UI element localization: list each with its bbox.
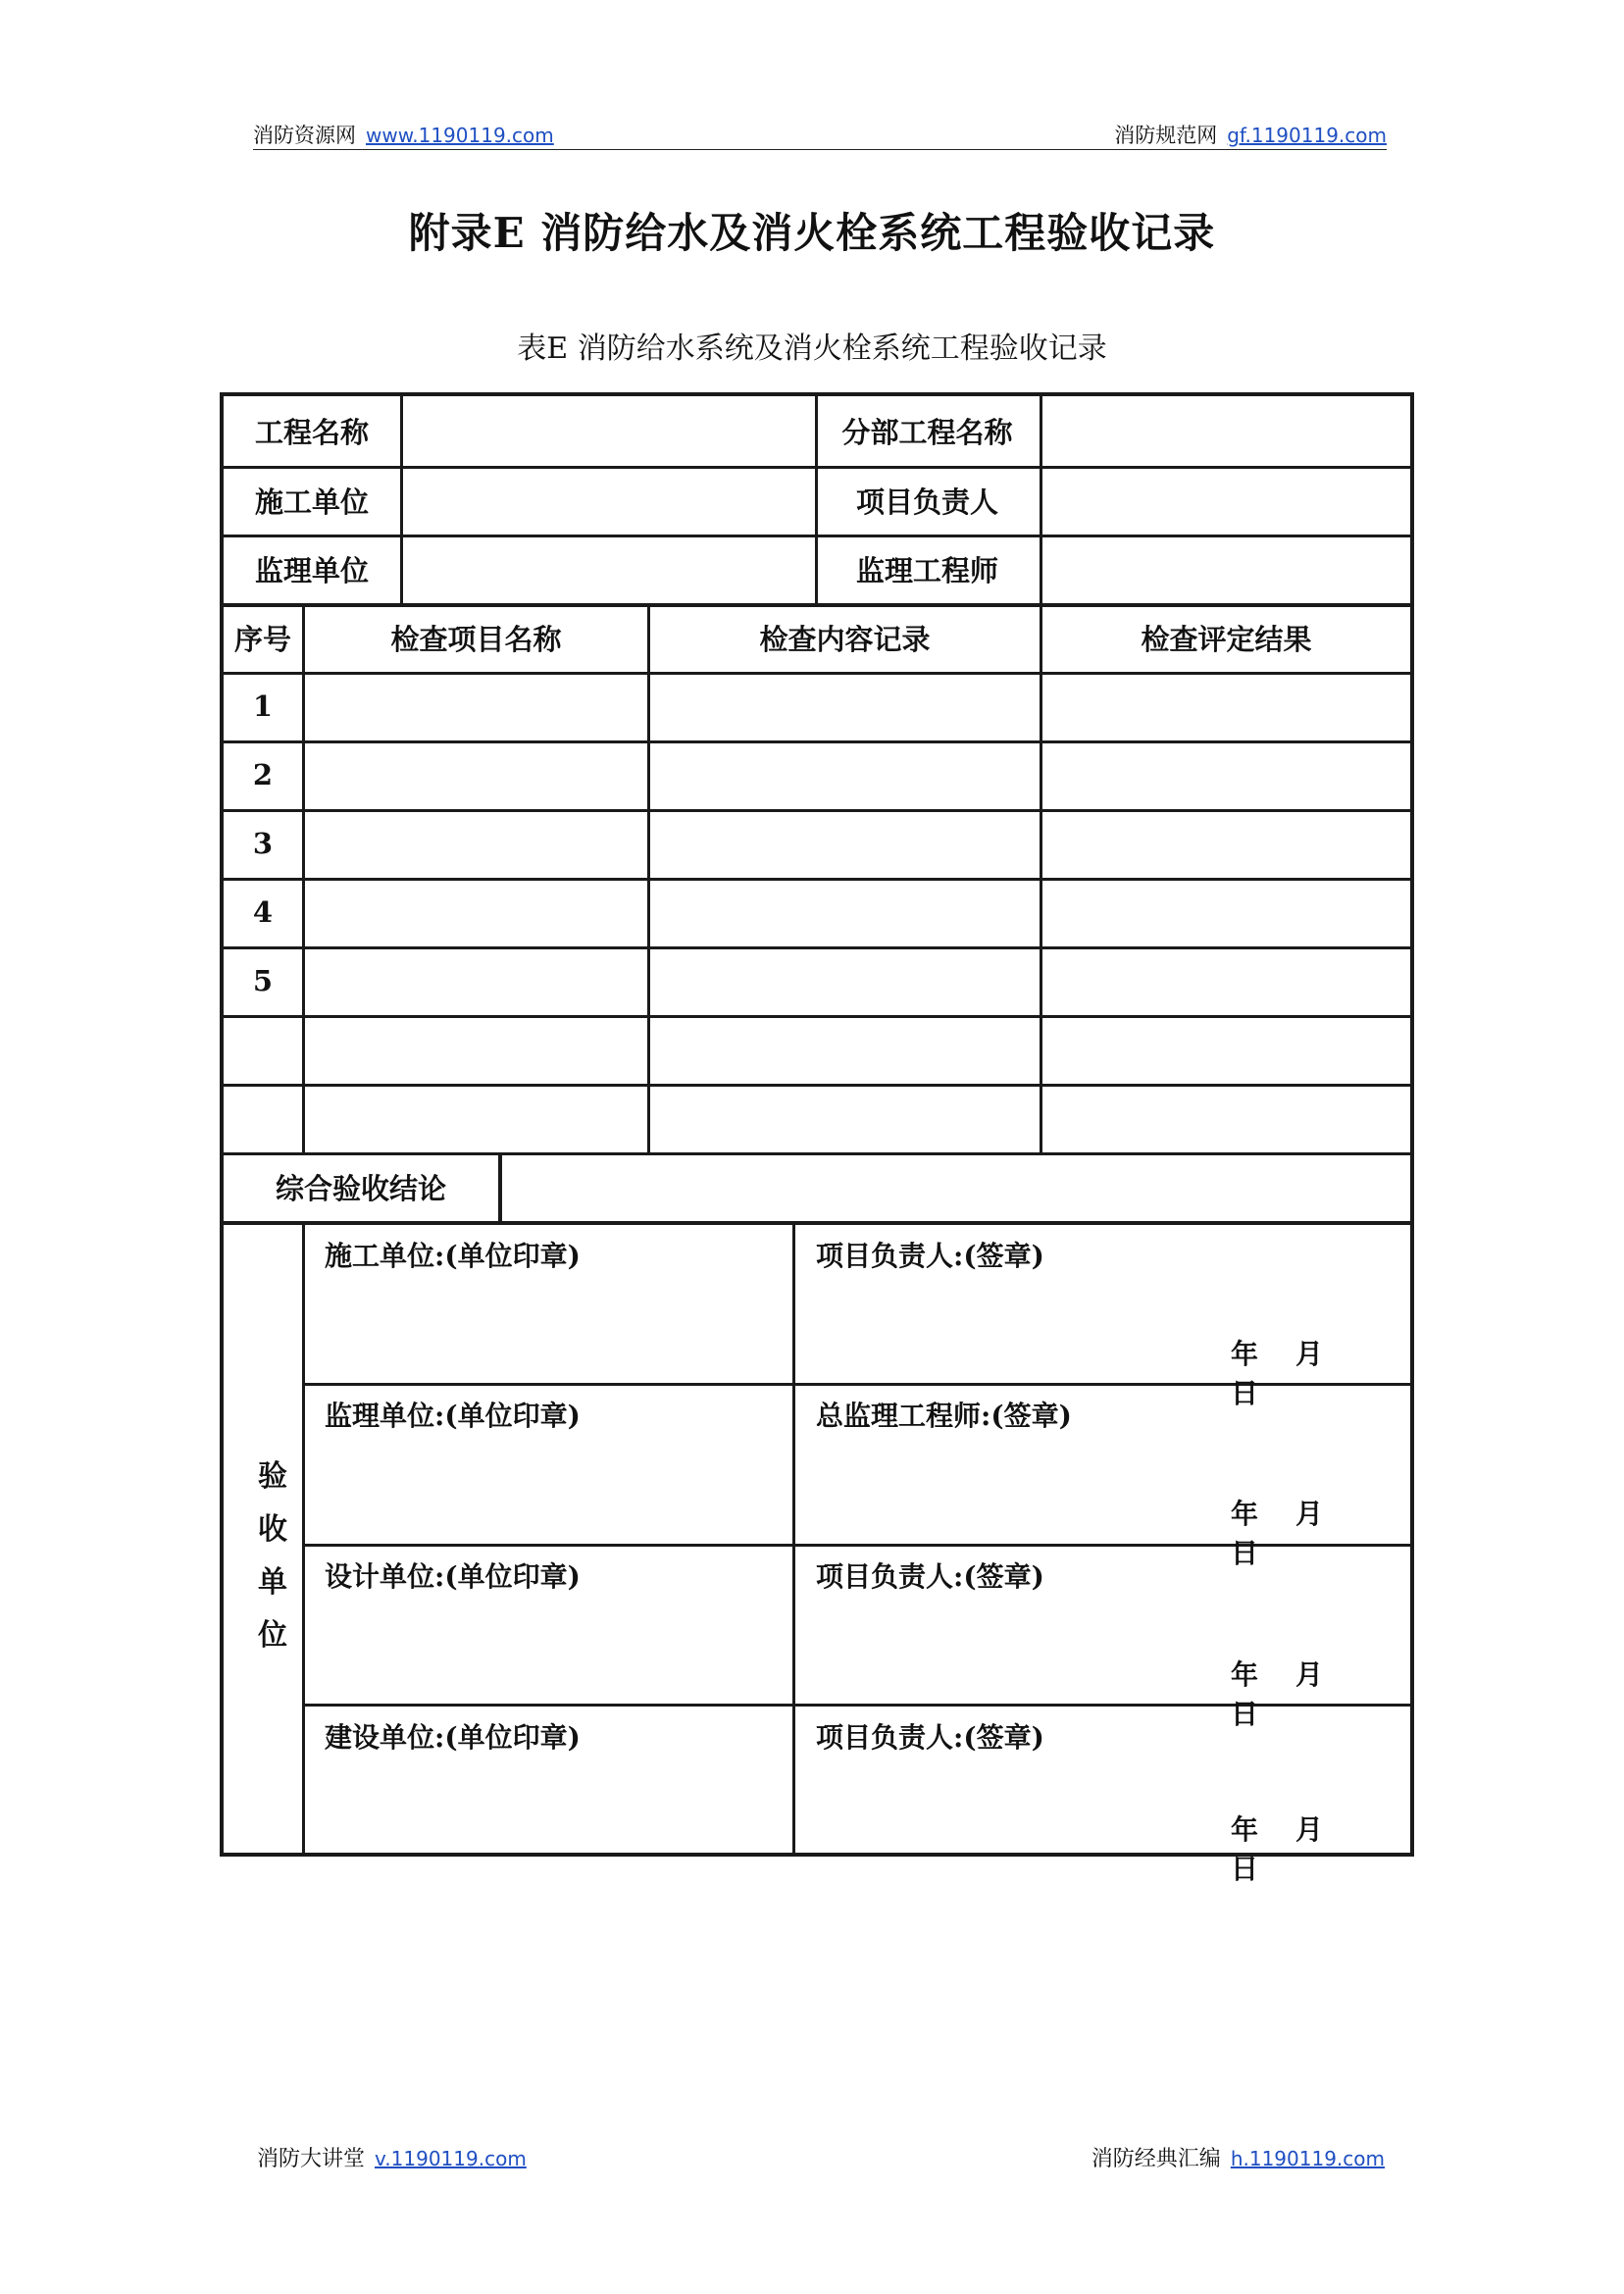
rule [224,809,1410,812]
day-label: 日 [1231,1698,1259,1730]
row-number: 5 [252,964,274,997]
construction-unit-field[interactable] [403,466,815,535]
rule [1040,603,1042,1152]
signoff-date [1231,1333,1410,1411]
header-left-link[interactable]: www.1190119.com [366,124,554,147]
label-construction-unit: 施工单位 [254,484,369,519]
month-label: 月 [1295,1813,1324,1846]
signoff-signer: 项目负责人:(签章) [816,1721,1044,1754]
day-label: 日 [1231,1377,1259,1409]
rule [224,1221,1410,1225]
label-supervision-engineer: 监理工程师 [855,553,998,587]
table-caption: 表E 消防给水系统及消火栓系统工程验收记录 [517,331,1107,366]
header-right [1114,122,1387,149]
project-manager-field[interactable] [1042,466,1410,535]
column-header-content: 检查内容记录 [759,622,931,656]
signoff-unit: 施工单位:(单位印章) [325,1240,581,1272]
label-project-name: 工程名称 [254,416,369,449]
label-acceptance-units [253,1451,292,1662]
month-label: 月 [1295,1338,1324,1370]
footer-left [257,2144,527,2174]
year-label: 年 [1231,1338,1259,1370]
rule [224,878,1410,881]
month-label: 月 [1295,1498,1324,1530]
rule [792,1221,795,1857]
label-char: 单 [258,1565,287,1600]
footer-left-site: 消防大讲堂 [257,2147,366,2171]
column-header-item: 检查项目名称 [390,622,562,656]
row-number [224,1084,302,1152]
footer-right-link[interactable]: h.1190119.com [1230,2147,1385,2170]
header-right-site: 消防规范网 [1114,124,1218,147]
day-label: 日 [1231,1537,1259,1569]
label-char: 收 [258,1512,287,1547]
row-number: 4 [252,895,274,929]
row-number: 1 [252,689,274,723]
row-number [224,1015,302,1084]
rule [224,1015,1410,1018]
supervision-unit-field[interactable] [403,535,815,603]
header-right-link[interactable]: gf.1190119.com [1227,124,1387,147]
signoff-date [1231,1809,1410,1887]
year-label: 年 [1231,1813,1259,1846]
signoff-date [1231,1654,1410,1732]
month-label: 月 [1295,1658,1324,1691]
project-name-field[interactable] [403,396,815,466]
footer-right-site: 消防经典汇编 [1091,2147,1221,2171]
label-sub-project-name: 分部工程名称 [841,416,1013,449]
signoff-unit: 建设单位:(单位印章) [325,1721,581,1754]
rule [647,603,650,1152]
header-left [253,122,554,149]
label-project-manager: 项目负责人 [855,484,998,519]
signoff-unit: 设计单位:(单位印章) [325,1560,581,1593]
overall-conclusion-field[interactable] [502,1152,1410,1221]
supervision-engineer-field[interactable] [1042,535,1410,603]
label-char: 验 [258,1459,287,1494]
label-char: 位 [258,1618,287,1653]
header-left-site: 消防资源网 [253,124,356,147]
column-header-result: 检查评定结果 [1141,622,1312,656]
page-header [253,122,1387,150]
day-label: 日 [1231,1853,1259,1885]
footer-right [1091,2144,1385,2174]
page-footer [257,2144,1385,2173]
signoff-signer: 总监理工程师:(签章) [816,1400,1072,1432]
signoff-signer: 项目负责人:(签章) [816,1240,1044,1272]
acceptance-record-table [220,392,1414,1885]
signoff-date [1231,1493,1410,1571]
year-label: 年 [1231,1658,1259,1691]
column-header-no: 序号 [233,622,291,656]
sub-project-name-field[interactable] [1042,396,1410,466]
year-label: 年 [1231,1498,1259,1530]
label-overall-conclusion: 综合验收结论 [275,1171,446,1205]
rule [224,946,1410,949]
rule [224,740,1410,743]
rule [302,1221,305,1857]
footer-left-link[interactable]: v.1190119.com [375,2147,527,2170]
signoff-signer: 项目负责人:(签章) [816,1560,1044,1593]
rule [224,1084,1410,1087]
row-number: 2 [252,758,274,791]
signoff-unit: 监理单位:(单位印章) [325,1400,581,1432]
row-number: 3 [252,827,274,860]
rule [302,603,305,1152]
label-supervision-unit: 监理单位 [254,553,369,587]
page-title: 附录E 消防给水及消火栓系统工程验收记录 [408,209,1216,257]
rule [224,672,1410,675]
